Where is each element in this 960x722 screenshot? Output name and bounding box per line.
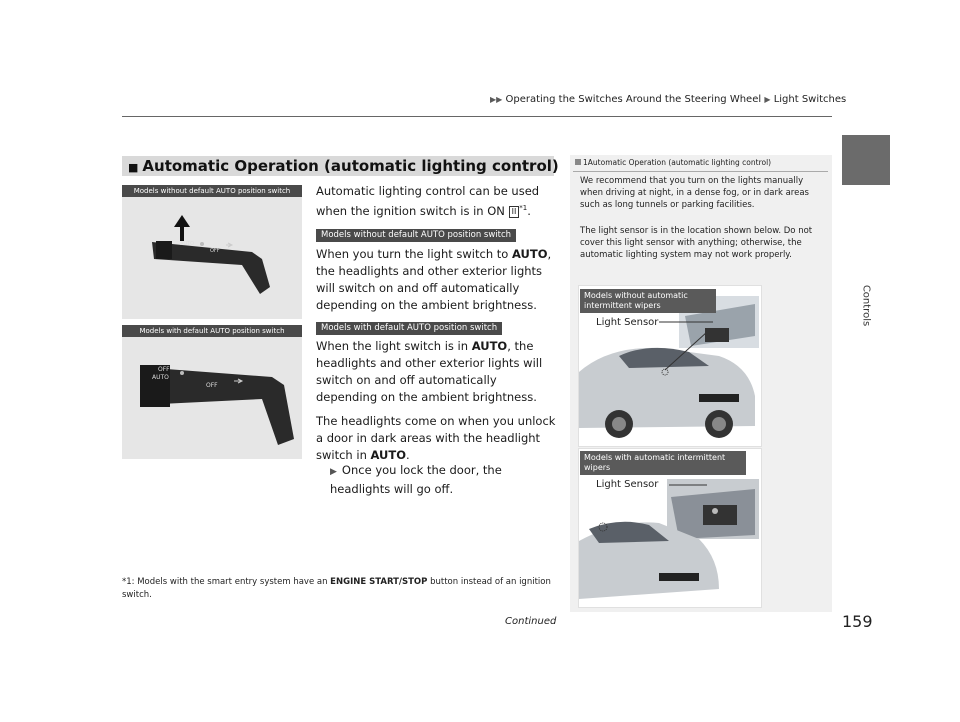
svg-text:AUTO: AUTO (180, 241, 195, 247)
image-label-with-default: Models with default AUTO position switch (122, 325, 302, 337)
square-bullet-icon: ■ (128, 161, 139, 174)
continued-label: Continued (505, 616, 557, 627)
light-sensor-label-2: Light Sensor (596, 479, 659, 490)
label-with-wipers: Models with automatic intermittent wipers (580, 451, 746, 475)
paragraph-unlock: The headlights come on when you unlock a door in dark areas with the headlight switch in AUTO. (316, 414, 556, 462)
label-without-wipers: Models without automatic intermittent wipers (580, 289, 716, 313)
svg-text:AUTO: AUTO (152, 374, 169, 381)
tag-with-default: Models with default AUTO position switch (316, 322, 502, 335)
footnote: *1: Models with the smart entry system have an ENGINE START/STOP button instead of an ignition switch. (122, 577, 551, 600)
section-title (128, 157, 559, 175)
side-panel-heading: 1Automatic Operation (automatic lighting control) (575, 158, 771, 167)
side-panel-text-2: The light sensor is in the location shown below. Do not cover this light sensor with anything; otherwise, the automatic lighting system may not work properly. (580, 226, 813, 260)
note-arrow-icon: ▶ (330, 467, 337, 477)
lever-illustration-with-default (122, 337, 302, 459)
chapter-tab-label: Controls (860, 284, 872, 327)
section-title-text: Automatic Operation (automatic lighting control) (142, 157, 559, 175)
arrow-icon: ▶ (764, 95, 771, 104)
breadcrumb-page: Light Switches (773, 94, 847, 105)
side-panel-text-1: We recommend that you turn on the lights manually when driving at night, in a dense fog, or in dark areas such as long tunnels or parking facilities. (580, 176, 809, 210)
light-sensor-label-1: Light Sensor (596, 317, 659, 328)
lever-illustration-without-default (122, 197, 302, 319)
breadcrumb-section: Operating the Switches Around the Steering Wheel (505, 94, 762, 105)
tag-without-default: Models without default AUTO position switch (316, 229, 516, 242)
header-rule (122, 116, 832, 117)
svg-text:OFF: OFF (210, 248, 220, 254)
reference-marker-icon (575, 159, 581, 165)
svg-text:OFF: OFF (206, 382, 218, 389)
light-switch-lever-image (122, 197, 302, 319)
chapter-tab (842, 135, 890, 185)
ignition-key-icon: II (509, 206, 520, 218)
breadcrumb (490, 94, 846, 105)
page-number: 159 (842, 612, 873, 631)
light-switch-lever-image (122, 337, 302, 459)
note-lock: ▶ Once you lock the door, the headlights will go off. (330, 463, 502, 496)
svg-text:OFF: OFF (158, 366, 170, 373)
paragraph-without-default: When you turn the light switch to AUTO, the headlights and other exterior lights will switch on and off automatically depending on the ambient brightness. (316, 247, 552, 312)
paragraph-intro: Automatic lighting control can be used when the ignition switch is in ON II $^{*1}$. (316, 184, 540, 218)
double-arrow-icon: ▶▶ (490, 95, 503, 104)
image-label-without-default: Models without default AUTO position switch (122, 185, 302, 197)
side-panel-rule (573, 171, 828, 172)
paragraph-with-default: When the light switch is in AUTO, the headlights and other exterior lights will switch on and off automatically depending on the ambient brightness. (316, 339, 543, 404)
